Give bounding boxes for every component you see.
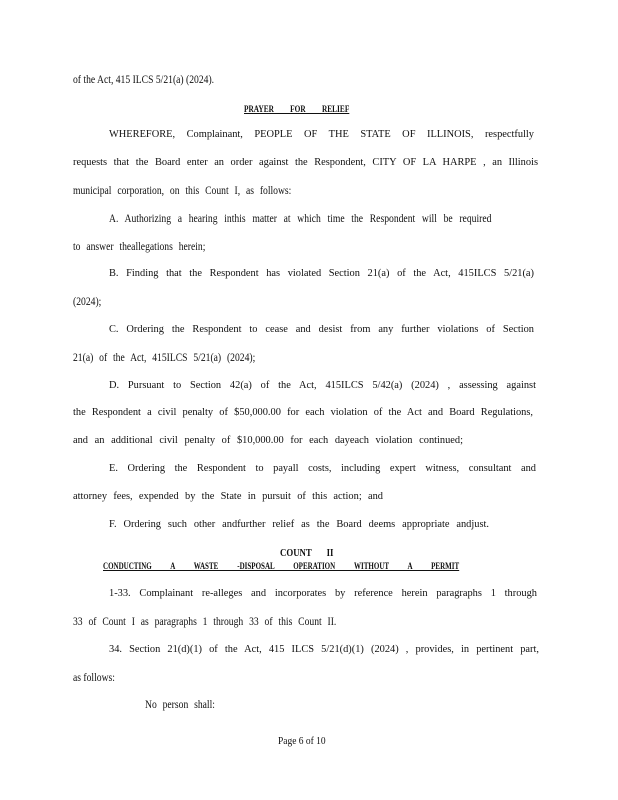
text-line: attorney fees, expended by the State in pursuit of this action; and <box>73 491 383 502</box>
text-line: requests that the Board enter an order against the Respondent, CITY OF LA HARPE , an Illinois <box>73 157 538 168</box>
text-line: 21(a) of the Act, 415ILCS 5/21(a) (2024); <box>73 352 256 364</box>
page-footer: Page 6 of 10 <box>278 735 326 747</box>
text-line: of the Act, 415 ILCS 5/21(a) (2024). <box>73 74 215 86</box>
text-line: No person shall: <box>145 699 215 711</box>
text-line: and an additional civil penalty of $10,000.00 for each dayeach violation continued; <box>73 435 463 446</box>
text-line: as follows: <box>73 672 115 684</box>
text-line: 1-33. Complainant re-alleges and incorporates by reference herein paragraphs 1 through <box>109 588 537 599</box>
text-line: C. Ordering the Respondent to cease and desist from any further violations of Section <box>109 324 534 335</box>
text-line: F. Ordering such other andfurther relief as the Board deems appropriate andjust. <box>109 519 489 530</box>
text-line: 33 of Count I as paragraphs 1 through 33 of this Count II. <box>73 616 337 628</box>
count-title: CONDUCTING A WASTE -DISPOSAL OPERATION WITHOUT A PERMIT <box>103 561 460 571</box>
text-line: E. Ordering the Respondent to payall costs, including expert witness, consultant and <box>109 463 536 474</box>
text-line: D. Pursuant to Section 42(a) of the Act, 415ILCS 5/42(a) (2024) , assessing against <box>109 380 536 391</box>
text-line: WHEREFORE, Complainant, PEOPLE OF THE STATE OF ILLINOIS, respectfully <box>109 129 534 140</box>
text-line: the Respondent a civil penalty of $50,000.00 for each violation of the Act and Board Regulations, <box>73 407 533 418</box>
text-line: A. Authorizing a hearing inthis matter at which time the Respondent will be required <box>109 213 492 225</box>
text-line: municipal corporation, on this Count I, as follows: <box>73 185 292 197</box>
count-heading: COUNT II <box>280 547 334 559</box>
text-line: 34. Section 21(d)(1) of the Act, 415 ILCS 5/21(d)(1) (2024) , provides, in pertinent part, <box>109 644 539 655</box>
text-line: B. Finding that the Respondent has violated Section 21(a) of the Act, 415ILCS 5/21(a) <box>109 268 534 279</box>
text-line: to answer theallegations herein; <box>73 241 206 253</box>
prayer-heading: PRAYER FOR RELIEF <box>244 104 350 114</box>
text-line: (2024); <box>73 296 102 308</box>
